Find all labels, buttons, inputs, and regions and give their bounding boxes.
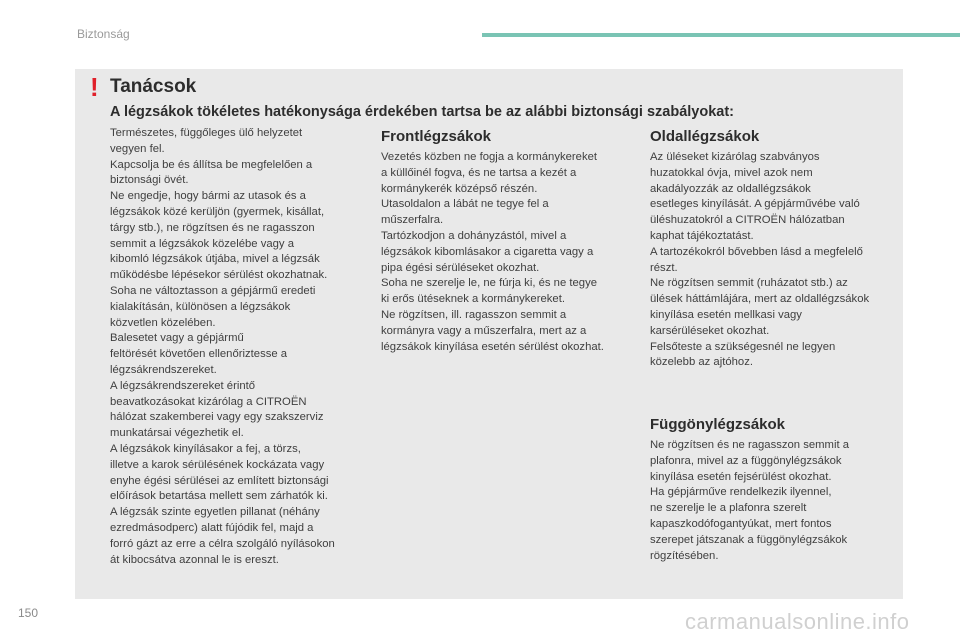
text-line: Ne rögzítsen és ne ragasszon semmit a: [650, 439, 850, 451]
text-line: A légzsákrendszereket érintő: [110, 379, 256, 392]
text-line: kormányra vagy a műszerfalra, mert az a: [381, 324, 587, 337]
text-line: semmit a légzsákok közelébe vagy a: [110, 237, 294, 250]
text-line: A légzsákok kinyílásakor a fej, a törzs,: [110, 442, 301, 455]
section-label: Biztonság: [77, 27, 130, 41]
header-accent-rule: [482, 33, 960, 37]
text-line: ezredmásodperc) alatt fújódik fel, majd a: [110, 521, 314, 534]
text-line: Kapcsolja be és állítsa be megfelelően a: [110, 158, 313, 171]
text-line: Tartózkodjon a dohányzástól, mivel a: [381, 229, 567, 242]
text-line: A légzsák szinte egyetlen pillanat (néhány: [110, 506, 320, 519]
text-line: illetve a karok sérülésének kockázata vagy: [110, 458, 325, 471]
text-line: kinyílása esetén mellkasi vagy: [650, 308, 802, 321]
text-line: Az üléseket kizárólag szabványos: [650, 151, 820, 163]
text-line: Soha ne szerelje le, ne fúrja ki, és ne tegye: [381, 277, 598, 290]
text-line: Vezetés közben ne fogja a kormánykereket: [381, 151, 598, 163]
text-line: forró gázt az erre a célra szolgáló nyílásokon: [110, 537, 335, 550]
text-line: A tartozékokról bővebben lásd a megfelelő: [650, 245, 863, 258]
text-line: előírások betartása mellett sem zárhatók ki.: [110, 490, 328, 503]
text-line: vegyen fel.: [110, 142, 165, 155]
text-line: Ne rögzítsen semmit (ruházatot stb.) az: [650, 277, 848, 290]
watermark: carmanualsonline.info: [685, 609, 910, 634]
page-number: 150: [18, 606, 39, 620]
text-line: kapaszkodófogantyúkat, mert fontos: [650, 517, 832, 530]
general-tips-column: [110, 126, 335, 568]
text-line: kinyílása esetén fejsérülést okozhat.: [650, 470, 832, 483]
text-line: munkatársai végezhetik el.: [110, 427, 244, 440]
text-line: Természetes, függőleges ülő helyzetet: [110, 127, 303, 139]
text-line: szerepet játszanak a függönylégzsákok: [650, 533, 848, 546]
text-line: közelebb az ajtóhoz.: [650, 356, 753, 369]
text-line: kormánykerék középső részén.: [381, 182, 538, 195]
text-line: Soha ne változtasson a gépjármű eredeti: [110, 284, 316, 297]
text-line: át kibocsátva azonnal le is ereszt.: [110, 553, 279, 566]
text-line: kibomló légzsákok útjába, mivel a légzsák: [110, 253, 320, 266]
text-line: műszerfalra.: [381, 214, 444, 227]
text-line: Felsőteste a szükségesnél ne legyen: [650, 340, 836, 353]
text-line: légzsákok kinyílása esetén sérülést okozhat.: [381, 340, 604, 353]
text-line: Ha gépjárműve rendelkezik ilyennel,: [650, 486, 832, 499]
text-line: légzsákok kibomlásakor a cigaretta vagy a: [381, 245, 594, 258]
text-line: feltörését követően ellenőriztesse a: [110, 348, 288, 361]
text-line: Ne engedje, hogy bármi az utasok és a: [110, 190, 306, 203]
text-line: Utasoldalon a lábát ne tegye fel a: [381, 198, 549, 211]
text-line: működésbe lépésekor sérülést okozhatnak.: [110, 269, 328, 282]
text-line: a küllőinél fogva, és ne tartsa a kezét a: [381, 166, 577, 179]
text-line: karsérüléseket okozhat.: [650, 324, 770, 337]
text-line: rögzítésében.: [650, 549, 719, 562]
text-line: esetleges kinyílását. A gépjárművébe való: [650, 198, 860, 211]
warning-icon: !: [90, 72, 99, 102]
text-line: Ne rögzítsen, ill. ragasszon semmit a: [381, 308, 567, 321]
side-airbags-text: [650, 150, 869, 371]
front-airbags-heading: Frontlégzsákok: [381, 128, 492, 145]
panel-title: Tanácsok: [110, 76, 197, 97]
text-line: részt.: [650, 261, 678, 274]
text-line: Balesetet vagy a gépjármű: [110, 332, 244, 345]
side-airbags-heading: Oldallégzsákok: [650, 128, 760, 145]
text-line: akadályozzák az oldallégzsákok: [650, 182, 811, 195]
text-line: üléshuzatokról a CITROËN hálózatban: [650, 214, 845, 227]
text-line: enyhe égési sérülései az említett biztonsági: [110, 474, 329, 487]
text-line: légzsákrendszereket.: [110, 363, 217, 376]
text-line: közvetlen közelében.: [110, 316, 216, 329]
text-line: biztonsági övét.: [110, 174, 189, 187]
text-line: tárgy stb.), ne rögzítsen és ne ragasszon: [110, 221, 315, 234]
text-line: ki erős ütéseknek a kormánykereket.: [381, 293, 565, 306]
text-line: légzsákok közé kerüljön (gyermek, kisállat,: [110, 205, 325, 218]
front-airbags-text: [381, 150, 604, 355]
curtain-airbags-text: [650, 438, 849, 564]
curtain-airbags-heading: Függönylégzsákok: [650, 416, 786, 433]
text-line: plafonra, mivel az a függönylégzsákok: [650, 454, 842, 467]
text-line: beavatkozásokat kizárólag a CITROËN: [110, 395, 307, 408]
text-line: ne szerelje le a plafonra szerelt: [650, 502, 807, 515]
text-line: huzatokkal óvja, mivel azok nem: [650, 166, 813, 179]
panel-subtitle: A légzsákok tökéletes hatékonysága érdekében tartsa be az alábbi biztonsági szabályokat:: [110, 104, 734, 120]
text-line: kialakításán, különösen a légzsákok: [110, 300, 291, 313]
text-line: pipa égési sérüléseket okozhat.: [381, 261, 540, 274]
text-line: hálózat szakemberei vagy egy szakszerviz: [110, 411, 324, 424]
text-line: kaphat tájékoztatást.: [650, 229, 754, 242]
text-line: ülések háttámlájára, mert az oldallégzsákok: [650, 293, 870, 306]
